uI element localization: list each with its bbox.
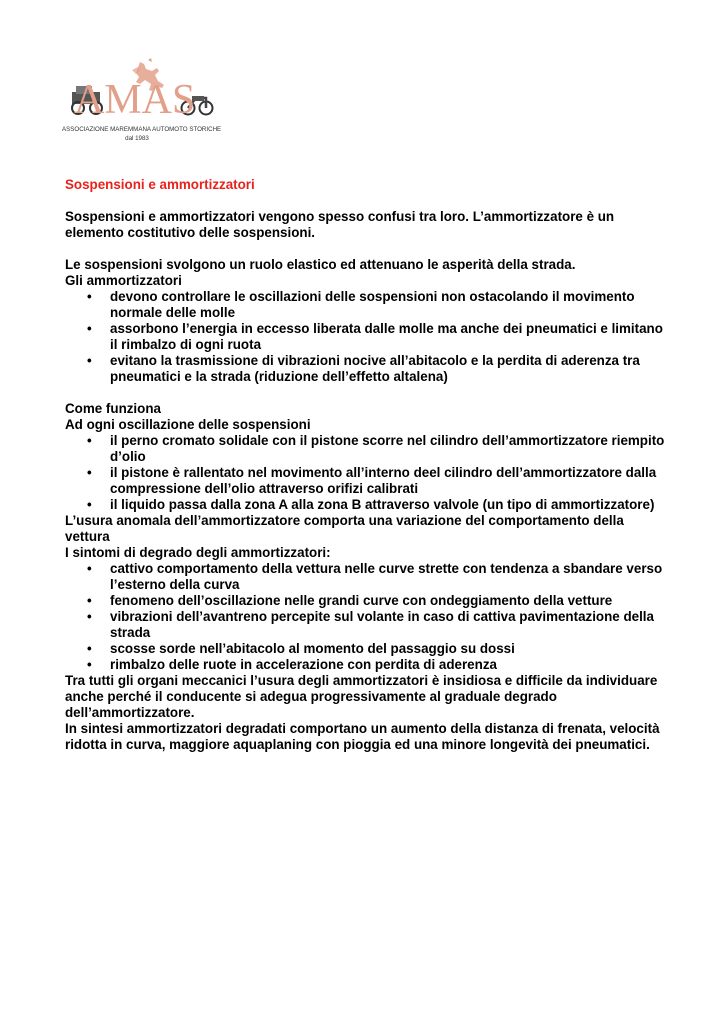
amas-logo <box>62 56 222 152</box>
bullet: • <box>87 609 92 624</box>
list2-heading: Ad ogni oscillazione delle sospensioni <box>65 417 311 432</box>
paragraph-4: Tra tutti gli organi meccanici l’usura degli ammortizzatori è insidiosa e difficile da individuare anche perché il conducente si adegua progressivamente al graduale degrado dell’ammortizzatore. <box>65 673 658 720</box>
logo-text: AMAS <box>74 77 196 123</box>
list-item: • il liquido passa dalla zona A alla zona B attraverso valvole (un tipo di ammortizzatore) <box>87 497 655 512</box>
list1-heading: Gli ammortizzatori <box>65 273 182 288</box>
list-item: • cattivo comportamento della vettura nelle curve strette con tendenza a sbandare verso l’esterno della curva <box>87 561 663 592</box>
list-1 <box>65 289 665 385</box>
bullet: • <box>87 433 92 448</box>
document-title: Sospensioni e ammortizzatori <box>65 177 255 192</box>
bullet: • <box>87 657 92 672</box>
list-item: • vibrazioni dell’avantreno percepite sul volante in caso di cattiva pavimentazione della strada <box>87 609 654 640</box>
section2-heading: Come funziona <box>65 401 161 416</box>
list-item: • assorbono l’energia in eccesso liberata dalle molle ma anche dei pneumatici e limitano il rimbalzo di ogni ruota <box>87 321 663 352</box>
bullet: • <box>87 593 92 608</box>
list-3 <box>65 561 665 673</box>
list3-heading: I sintomi di degrado degli ammortizzatori: <box>65 545 331 560</box>
logo-since: dal 1983 <box>125 135 149 142</box>
paragraph-5: In sintesi ammortizzatori degradati comportano un aumento della distanza di frenata, velocità ridotta in curva, maggiore aquaplaning con pioggia ed una minore longevità dei pneumatici. <box>65 721 660 752</box>
paragraph-2: Le sospensioni svolgono un ruolo elastico ed attenuano le asperità della strada. <box>65 257 576 272</box>
bullet: • <box>87 321 92 336</box>
paragraph-3: L’usura anomala dell’ammortizzatore comporta una variazione del comportamento della vettura <box>65 513 624 544</box>
list-item: • fenomeno dell’oscillazione nelle grandi curve con ondeggiamento della vetture <box>87 593 613 608</box>
list-2 <box>65 433 665 513</box>
bullet: • <box>87 641 92 656</box>
document-body <box>65 177 665 753</box>
list-item: • evitano la trasmissione di vibrazioni nocive all’abitacolo e la perdita di aderenza tra pneumatici e la strada (riduzione dell’effetto altalena) <box>87 353 640 384</box>
list-item: • devono controllare le oscillazioni delle sospensioni non ostacolando il movimento normale delle molle <box>87 289 635 320</box>
list-item: • rimbalzo delle ruote in accelerazione con perdita di aderenza <box>87 657 497 672</box>
bullet: • <box>87 289 92 304</box>
list-item: • il perno cromato solidale con il pistone scorre nel cilindro dell’ammortizzatore riempito d’olio <box>87 433 665 464</box>
intro-paragraph: Sospensioni e ammortizzatori vengono spesso confusi tra loro. L’ammortizzatore è un elemento costitutivo delle sospensioni. <box>65 209 615 240</box>
bullet: • <box>87 561 92 576</box>
list-item: • il pistone è rallentato nel movimento all’interno deel cilindro dell’ammortizzatore dalla compressione dell’olio attraverso orifizi calibrati <box>87 465 657 496</box>
bullet: • <box>87 497 92 512</box>
bullet: • <box>87 353 92 368</box>
list-item: • scosse sorde nell’abitacolo al momento del passaggio su dossi <box>87 641 515 656</box>
logo-subtitle: ASSOCIAZIONE MAREMMANA AUTOMOTO STORICHE <box>62 126 222 133</box>
bullet: • <box>87 465 92 480</box>
